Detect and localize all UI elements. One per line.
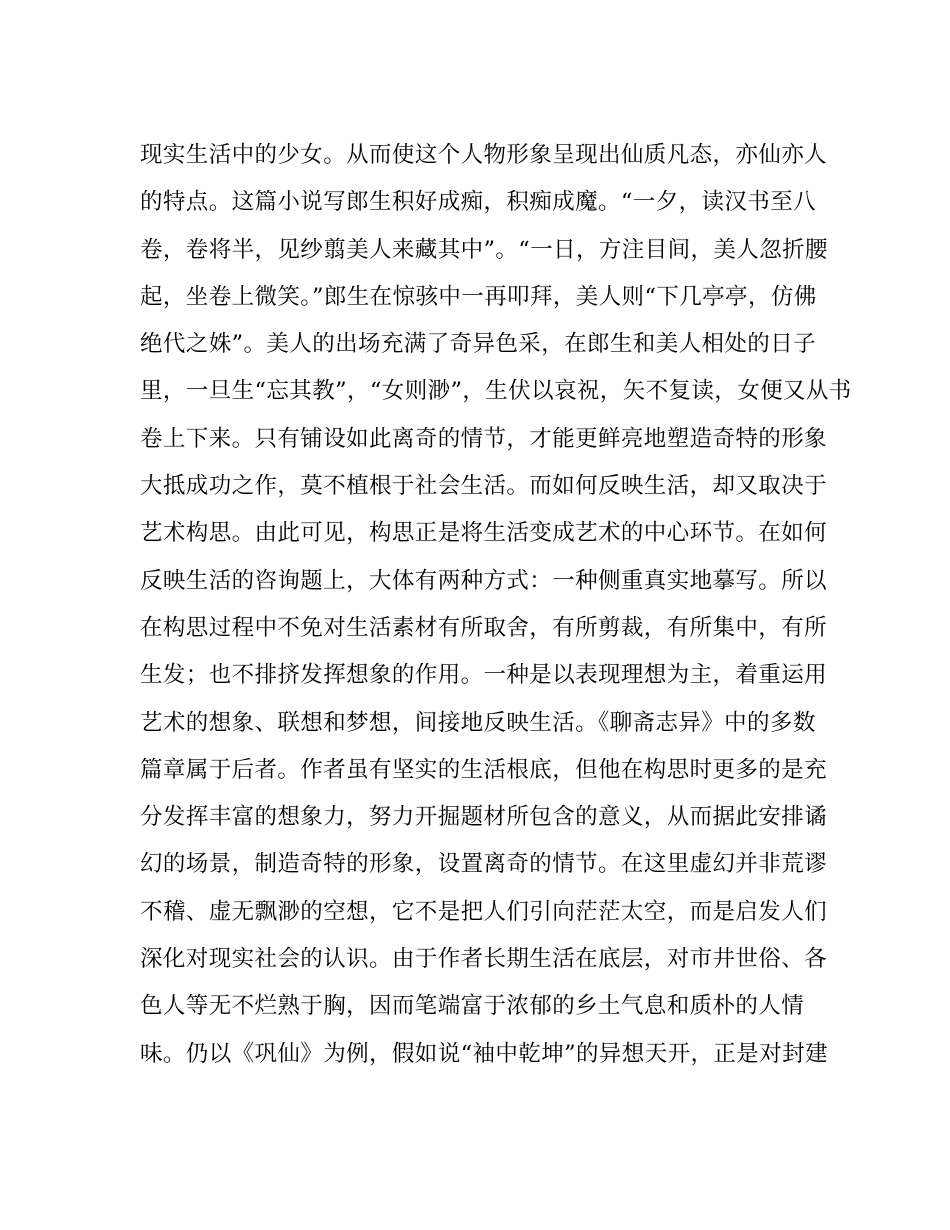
text-line-1: 现实生活中的少女。从而使这个人物形象呈现出仙质凡态，亦仙亦人 <box>140 142 828 168</box>
text-line-14: 篇章属于后者。作者虽有坚实的生活根底，但他在构思时更多的是充 <box>140 756 828 783</box>
text-line-11: 在构思过程中不免对生活素材有所取舍，有所剪裁，有所集中，有所 <box>140 614 828 641</box>
text-line-9: 艺术构思。由此可见，构思正是将生活变成艺术的中心环节。在如何 <box>140 520 828 547</box>
text-line-18: 深化对现实社会的认识。由于作者长期生活在底层，对市井世俗、各 <box>140 946 828 973</box>
text-line-16: 幻的场景，制造奇特的形象，设置离奇的情节。在这里虚幻并非荒谬 <box>140 851 828 878</box>
text-line-13: 艺术的想象、联想和梦想，间接地反映生活。《聊斋志异》中的多数 <box>140 709 816 736</box>
text-line-19: 色人等无不烂熟于胸，因而笔端富于浓郁的乡土气息和质朴的人情 <box>140 993 805 1020</box>
text-line-10: 反映生活的咨询题上，大体有两种方式：一种侧重真实地摹写。所以 <box>140 567 828 594</box>
text-line-15: 分发挥丰富的想象力，努力开掘题材所包含的意义，从而据此安排谲 <box>140 804 828 831</box>
text-line-4: 起，坐卷上微笑。”郎生在惊骇中一再叩拜，美人则“下几亭亭，仿佛 <box>140 283 817 310</box>
text-line-3: 卷，卷将半，见纱翦美人来藏其中”。“一日，方注目间，美人忽折腰 <box>140 236 828 263</box>
text-line-17: 不稽、虚无飘渺的空想，它不是把人们引向茫茫太空，而是启发人们 <box>140 898 828 925</box>
text-line-20: 味。仍以《巩仙》为例，假如说“袖中乾坤”的异想天开，正是对封建 <box>140 1040 828 1067</box>
text-line-7: 卷上下来。只有铺设如此离奇的情节，才能更鲜亮地塑造奇特的形象 <box>140 425 828 452</box>
text-line-8: 大抵成功之作，莫不植根于社会生活。而如何反映生活，却又取决于 <box>140 473 828 500</box>
text-line-12: 生发；也不排挤发挥想象的作用。一种是以表现理想为主，着重运用 <box>140 662 828 689</box>
body-text <box>140 132 852 1078</box>
text-line-2: 的特点。这篇小说写郎生积好成痴，积痴成魔。“一夕，读汉书至八 <box>140 189 817 216</box>
text-line-6: 里，一旦生“忘其教”，“女则渺”，生伏以哀祝，矢不复读，女便又从书 <box>140 378 852 405</box>
text-line-5: 绝代之姝”。美人的出场充满了奇异色采，在郎生和美人相处的日子 <box>140 331 817 358</box>
